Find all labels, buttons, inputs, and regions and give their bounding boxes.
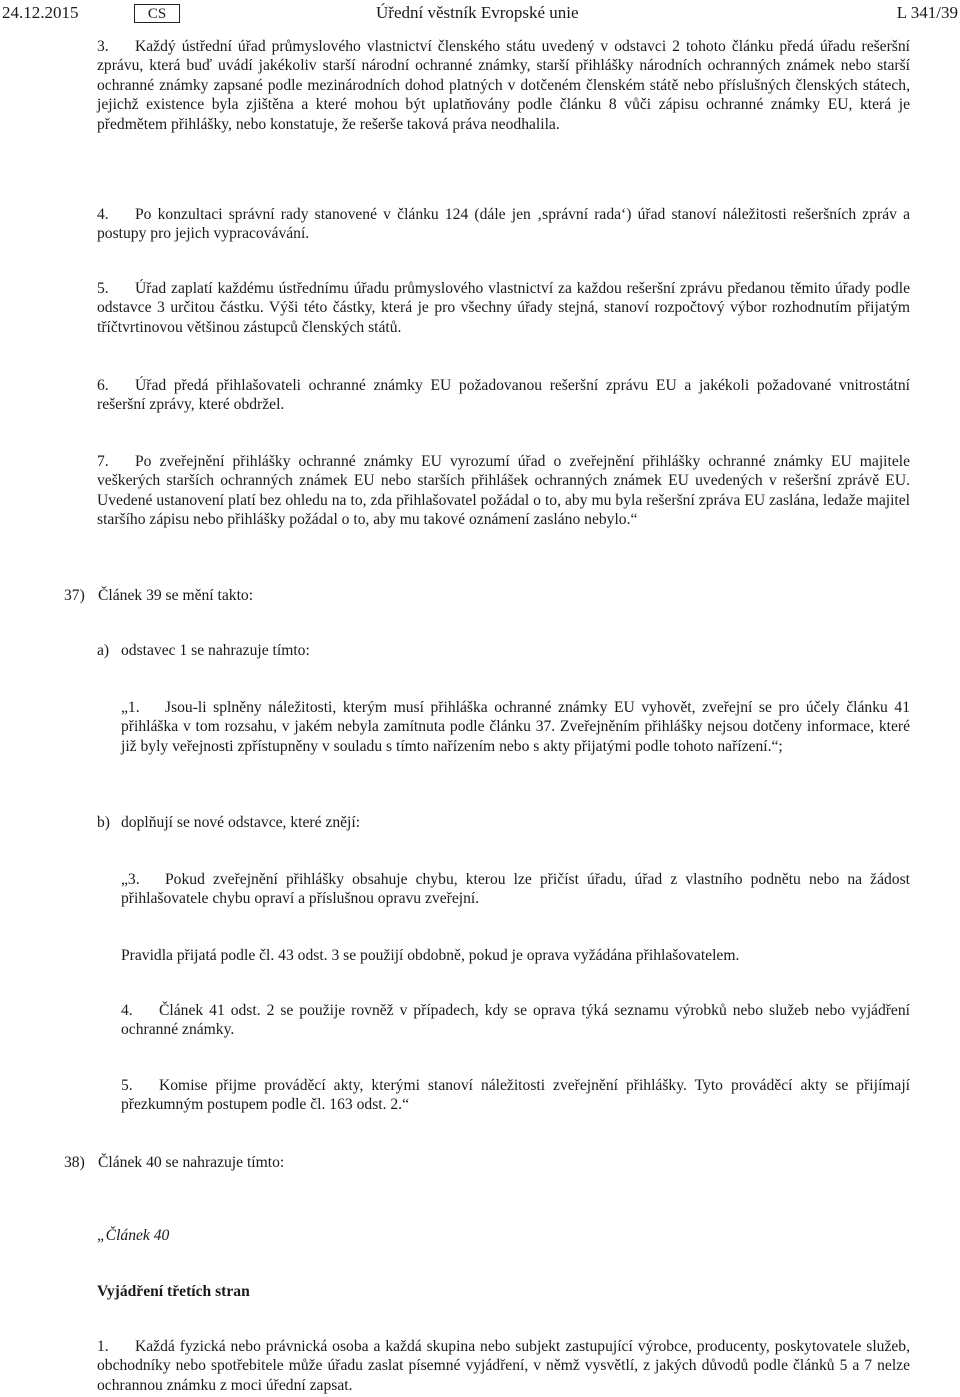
paragraph-3 — [97, 37, 910, 134]
paragraph-text: Komise přijme prováděcí akty, kterými stanoví náležitosti zveřejnění přihlášky. Tyto prováděcí akty se přijímají přezkumným postupem podle čl. 163 odst. 2.“ — [121, 1077, 910, 1114]
page-header — [0, 3, 960, 25]
paragraph-number: „3. — [121, 871, 140, 888]
paragraph-text: Každá fyzická nebo právnická osoba a každá skupina nebo subjekt zastupující výrobce, producenty, poskytovatele služeb, obchodníky nebo spotřebitele může úřadu zaslat písemné vyjádření, v němž vysvětlí, z jakých důvodů podle článků 5 a 7 nelze ochrannou známku z moci úřední zapsat. — [97, 1338, 910, 1394]
paragraph-text: Článek 41 odst. 2 se použije rovněž v případech, kdy se oprava týká seznamu výrobků nebo služeb nebo vyjádření ochranné známky. — [121, 1002, 910, 1039]
point-text: doplňují se nové odstavce, které znějí: — [121, 814, 361, 831]
journal-title: Úřední věstník Evropské unie — [376, 3, 579, 22]
paragraph-number: 5. — [97, 280, 109, 297]
paragraph-text: Úřad zaplatí každému ústřednímu úřadu průmyslového vlastnictví za každou rešeršní zprávu předanou těmito úřady podle odstavce 3 určitou částku. Výši této částky, která je pro všechny úřady stejná, stanoví rozpočtový výbor rozhodnutím přijatým tříčtvrtinovou většinou zástupců členských států. — [97, 280, 910, 336]
paragraph-number: 4. — [97, 206, 109, 223]
paragraph-5 — [97, 279, 910, 337]
paragraph-7 — [97, 452, 910, 530]
quoted-paragraph-3 — [121, 870, 910, 909]
article-title: Vyjádření třetích stran — [97, 1283, 250, 1300]
paragraph-number: 1. — [97, 1338, 109, 1355]
quoted-paragraph-1 — [121, 698, 910, 756]
paragraph-text: Pravidla přijatá podle čl. 43 odst. 3 se použijí obdobně, pokud je oprava vyžádána přihlašovatelem. — [121, 947, 740, 964]
amendment-item-37 — [64, 586, 910, 605]
paragraph-number: 5. — [121, 1077, 133, 1094]
paragraph-text: Úřad předá přihlašovateli ochranné známky EU požadovanou rešeršní zprávu EU a jakékoli požadované vnitrostátní rešeršní zprávy, které obdržel. — [97, 377, 910, 414]
article-40-paragraph-1 — [97, 1337, 910, 1395]
page-number: L 341/39 — [896, 3, 958, 22]
amendment-point-b — [97, 813, 910, 832]
paragraph-text: Každý ústřední úřad průmyslového vlastnictví členského státu uvedený v odstavci 2 tohoto článku předá úřadu rešeršní zprávu, která buď uvádí jakékoliv starší národní ochranné známky, starší přihlášky národních ochranných známek nebo starší ochranné známky zapsané podle mezinárodních dohod platných v dotčeném členském státě nebo příslušných členských státech, jejichž existence byla zjištěna a které mohou být uplatňovány podle článku 8 vůči zápisu ochranné známky EU, která je předmětem přihlášky, nebo konstatuje, že rešerše taková práva neodhalila. — [97, 38, 910, 133]
quoted-paragraph-3-subparagraph — [121, 946, 910, 965]
paragraph-6 — [97, 376, 910, 415]
quoted-paragraph-4 — [121, 1001, 910, 1040]
paragraph-text: Po zveřejnění přihlášky ochranné známky EU vyrozumí úřad o zveřejnění přihlášky ochranné známky EU majitele veškerých starších ochranných známek EU nebo starších přihlášek ochranných známek EU uvedených v rešeršní zprávě EU. Uvedené ustanovení platí bez ohledu na to, zda přihlašovatel požádal o to, aby mu byla rešeršní zpráva EU zaslána, ledaže majitel staršího zápisu nebo přihlášky požádal o to, aby mu takové oznámení zasláno nebylo.“ — [97, 453, 910, 529]
language-code-box: CS — [134, 4, 180, 23]
amendment-point-a — [97, 641, 910, 660]
item-number: 38) — [64, 1154, 85, 1171]
article-heading: „Článek 40 — [97, 1227, 170, 1244]
item-number: 37) — [64, 587, 85, 604]
point-letter: a) — [97, 642, 110, 659]
paragraph-text: Pokud zveřejnění přihlášky obsahuje chybu, kterou lze přičíst úřadu, úřad z vlastního podnětu nebo na žádost přihlašovatele chybu opraví a příslušnou opravu zveřejní. — [121, 871, 910, 908]
publication-date: 24.12.2015 — [2, 3, 79, 22]
quoted-paragraph-5 — [121, 1076, 910, 1115]
paragraph-4 — [97, 205, 910, 244]
paragraph-number: 4. — [121, 1002, 133, 1019]
paragraph-number: 3. — [97, 38, 109, 55]
item-text: Článek 40 se nahrazuje tímto: — [98, 1154, 285, 1171]
paragraph-text: Po konzultaci správní rady stanovené v článku 124 (dále jen ‚správní rada‘) úřad stanoví náležitosti rešeršních zpráv a postupy pro jejich vypracovávání. — [97, 206, 910, 243]
point-text: odstavec 1 se nahrazuje tímto: — [121, 642, 310, 659]
point-letter: b) — [97, 814, 110, 831]
paragraph-text: Jsou-li splněny náležitosti, kterým musí přihláška ochranné známky EU vyhovět, zveřejní se pro účely článku 41 přihláška v tom rozsahu, v jakém nebyla zamítnuta podle článku 37. Zveřejněním přihlášky nejsou dotčeny informace, které již byly veřejnosti zpřístupněny v souladu s tímto nařízením nebo s akty přijatými podle tohoto nařízení.“; — [121, 699, 910, 755]
item-text: Článek 39 se mění takto: — [98, 587, 254, 604]
paragraph-number: 7. — [97, 453, 109, 470]
paragraph-number: „1. — [121, 699, 140, 716]
paragraph-number: 6. — [97, 377, 109, 394]
amendment-item-38 — [64, 1153, 910, 1172]
